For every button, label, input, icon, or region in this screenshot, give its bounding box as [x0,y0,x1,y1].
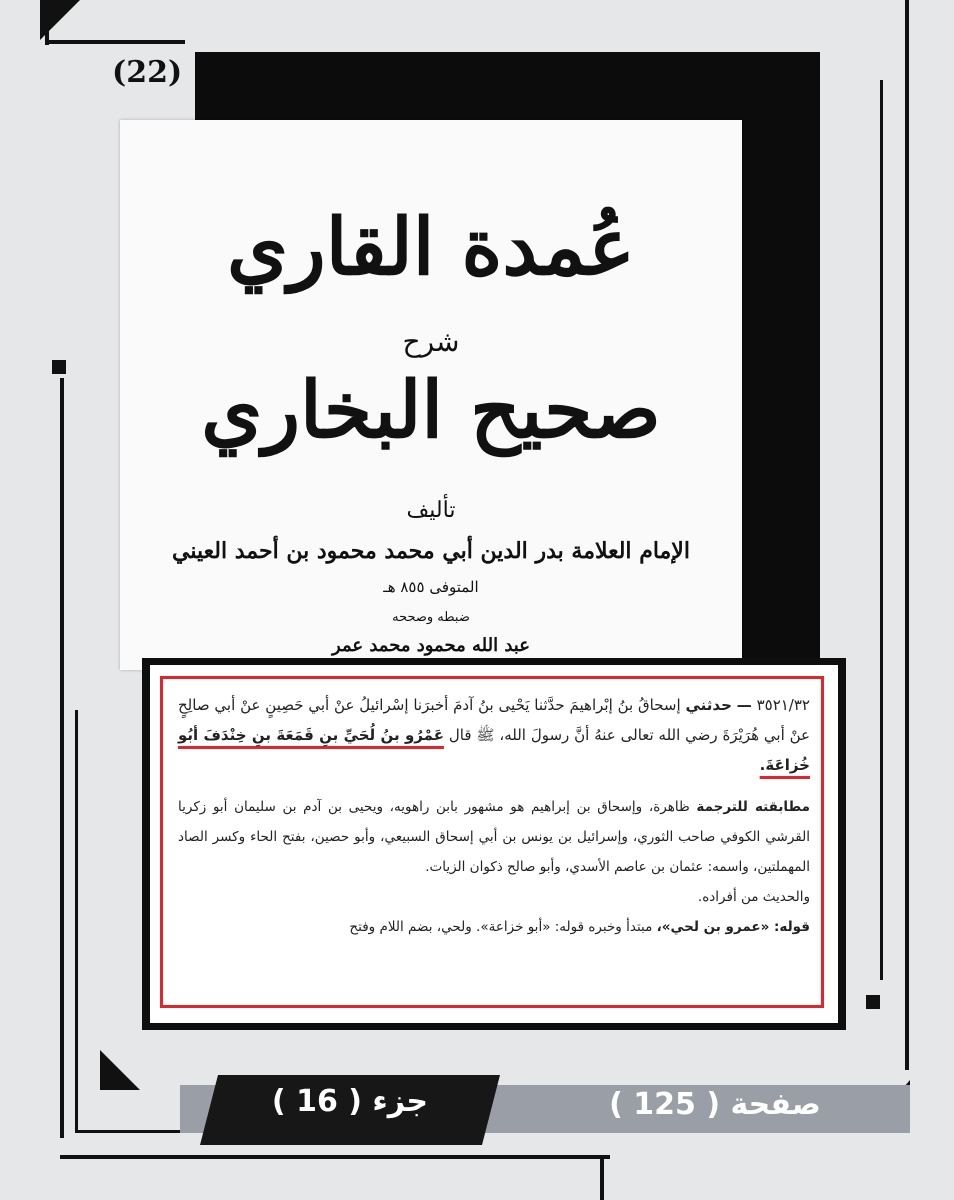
frame-line-right-bottom [600,1155,604,1200]
book-subtitle: صحيح البخاري [201,365,661,456]
safha-label: صفحة ( 125 ) [609,1087,821,1122]
qawl-text: مبتدأ وخبره قوله: «أبو خزاعة». ولحي، بضم اللام وفتح [349,919,653,935]
hadith-paragraph: ٣٥٢١/٣٢ — حدثني إسحاقُ بنُ إبْراهيمَ حدَّثنا يَحْيى بنُ آدمَ أخبرَنا إسْرائيلُ عنْ أبي حَصِينٍ عنْ أبي صالِحٍ عنْ أبي هُرَيْرَةَ رضي الله تعالى عنهُ أنَّ رسولَ الله، ﷺ قال عَمْرُو بنُ لُحَيِّ بنِ قَمَعَةَ بنِ خِنْدَفَ أبُو خُزاعَةَ. [178,696,811,774]
frame-line-bottom [60,1155,610,1159]
book-death-date: المتوفى ٨٥٥ هـ [383,578,479,596]
frame-line-left-top [45,40,185,44]
book-sharh: شرح [402,325,460,358]
frame-line-left-inner [75,710,78,1130]
commentary-paragraph [178,792,810,882]
book-title: عُمدة القاري [227,202,635,293]
frame-triangle-bottom-left [100,1050,140,1090]
book-dabt: ضبطه وصححه [392,610,470,625]
qawl-paragraph [178,912,810,942]
hadith-highlight: عَمْرُو بنُ لُحَيِّ بنِ قَمَعَةَ بنِ خِنْدَفَ أبُو خُزاعَةَ. [178,726,810,774]
book-talif: تأليف [406,498,456,523]
frame-corner-square-right [866,995,880,1009]
commentary-lead: مطابقته للترجمة [696,799,811,815]
frame-line-right-inner [880,80,883,980]
hadith-intro: حدثني [685,696,732,714]
hadith-note: والحديث من أفراده. [697,889,810,905]
book-cover [120,120,742,670]
qawl-lead: قوله: «عمرو بن لحي»، [656,919,810,935]
juz-label: جزء ( 16 ) [271,1084,429,1119]
book-author: الإمام العلامة بدر الدين أبي محمد محمود بن أحمد العيني [172,538,690,564]
frame-triangle-top-left [40,0,80,40]
hadith-text: إسحاقُ بنُ إبْراهيمَ حدَّثنا يَحْيى بنُ آدمَ أخبرَنا إسْرائيلُ عنْ أبي حَصِينٍ عنْ أبي صالِحٍ عنْ أبي هُرَيْرَةَ رضي الله تعالى عنهُ أنَّ رسولَ الله، ﷺ قال [178,696,811,744]
frame-line-left-vertical [60,378,64,1138]
frame-line-right-vertical [905,0,909,1070]
page-number: (22) [112,55,183,90]
commentary-text: ظاهرة، وإسحاق بن إبراهيم هو مشهور بابن راهويه، ويحيى بن آدم بن سليمان أبو زكريا القرشي الكوفي صاحب الثوري، وإسرائيل بن يونس بن أبي إسحاق السبيعي، وأبو حصين، بفتح الحاء وكسر الصاد المهملتين، واسمه: عثمان بن عاصم الأسدي، وأبو صالح ذكوان الزيات. [178,799,810,875]
book-editor: عبد الله محمود محمد عمر [332,635,530,656]
frame-corner-square-left [52,360,66,374]
hadith-number: ٣٥٢١/٣٢ [756,696,810,714]
excerpt-text [178,690,810,942]
